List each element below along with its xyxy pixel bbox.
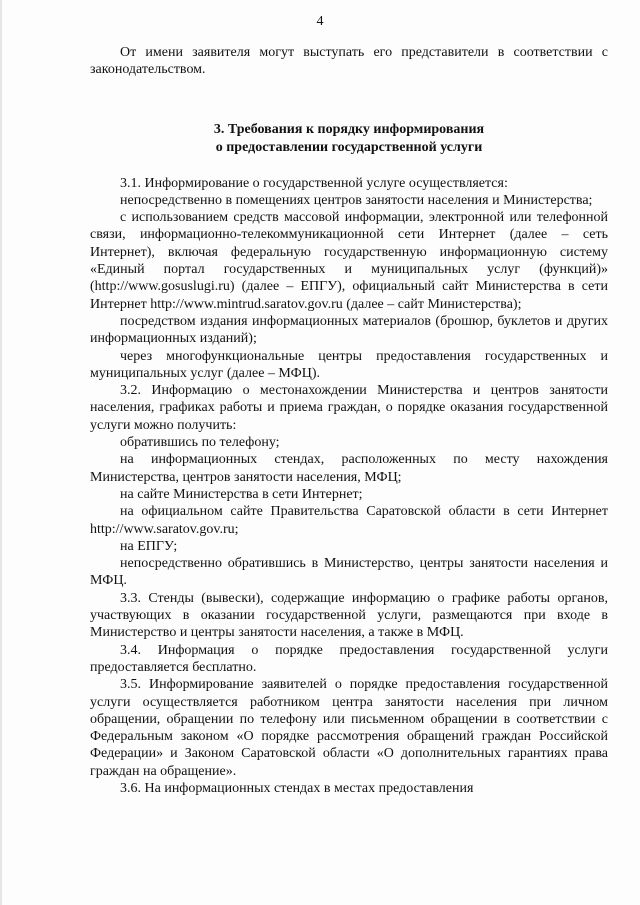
paragraph: 3.2. Информацию о местонахождении Министерства и центров занятости населения, графиках работы и приема граждан, о порядке оказания государственной услуги можно получить: [90, 383, 608, 433]
paragraph: на ЕПГУ; [120, 538, 178, 554]
scan-edge [0, 0, 2, 905]
section-heading-line2: о предоставлении государственной услуги [215, 139, 483, 155]
paragraph: непосредственно в помещениях центров занятости населения и Министерства; [120, 192, 593, 208]
intro-paragraph: От имени заявителя могут выступать его представители в соответствии с законодательством. [90, 45, 608, 78]
paragraph: через многофункциональные центры предоставления государственных и муниципальных услуг (далее – МФЦ). [90, 348, 608, 381]
paragraph: 3.6. На информационных стендах в местах предоставления [120, 780, 474, 796]
paragraph: с использованием средств массовой информации, электронной или телефонной связи, информационно-телекоммуникационной сети Интернет (далее – сеть Интернет), включая федеральную государственную информационную систему «Единый портал государственных и муниципальных услуг (функций)» (http://www.gosuslugi.ru) (далее – ЕПГУ), официальный сайт Министерства в сети Интернет http://www.mintrud.saratov.gov.ru (далее – сайт Министерства); [90, 210, 608, 312]
paragraph: посредством издания информационных материалов (брошюр, буклетов и других информационных изданий); [90, 313, 608, 347]
section-heading [90, 121, 608, 157]
paragraph: на информационных стендах, расположенных по месту нахождения Министерства, центров занятости населения, МФЦ; [90, 452, 608, 485]
page-number: 4 [316, 14, 324, 29]
section-heading-line1: 3. Требования к порядку информирования [213, 121, 485, 137]
paragraph: на сайте Министерства в сети Интернет; [120, 486, 363, 502]
paragraph: непосредственно обратившись в Министерство, центры занятости населения и МФЦ. [90, 556, 608, 589]
paragraph: 3.4. Информация о порядке предоставления государственной услуги предоставляется бесплатно. [90, 642, 608, 675]
paragraph: на официальном сайте Правительства Саратовской области в сети Интернет http://www.saratov.gov.ru; [90, 504, 608, 537]
paragraph: 3.1. Информирование о государственной услуге осуществляется: [120, 175, 508, 191]
paragraph: обратившись по телефону; [120, 435, 280, 451]
paragraph: 3.3. Стенды (вывески), содержащие информацию о графике работы органов, участвующих в оказании государственной услуги, размещаются при входе в Министерство и центры занятости населения, а также в МФЦ. [90, 590, 608, 641]
document-body [90, 44, 608, 797]
paragraph: 3.5. Информирование заявителей о порядке предоставления государственной услуги осуществляется работником центра занятости населения при личном обращении, обращении по телефону или письменном обращении в соответствии с Федеральным законом «О порядке рассмотрения обращений граждан Российской Федерации» и Законом Саратовской области «О дополнительных гарантиях права граждан на обращение». [90, 677, 608, 779]
